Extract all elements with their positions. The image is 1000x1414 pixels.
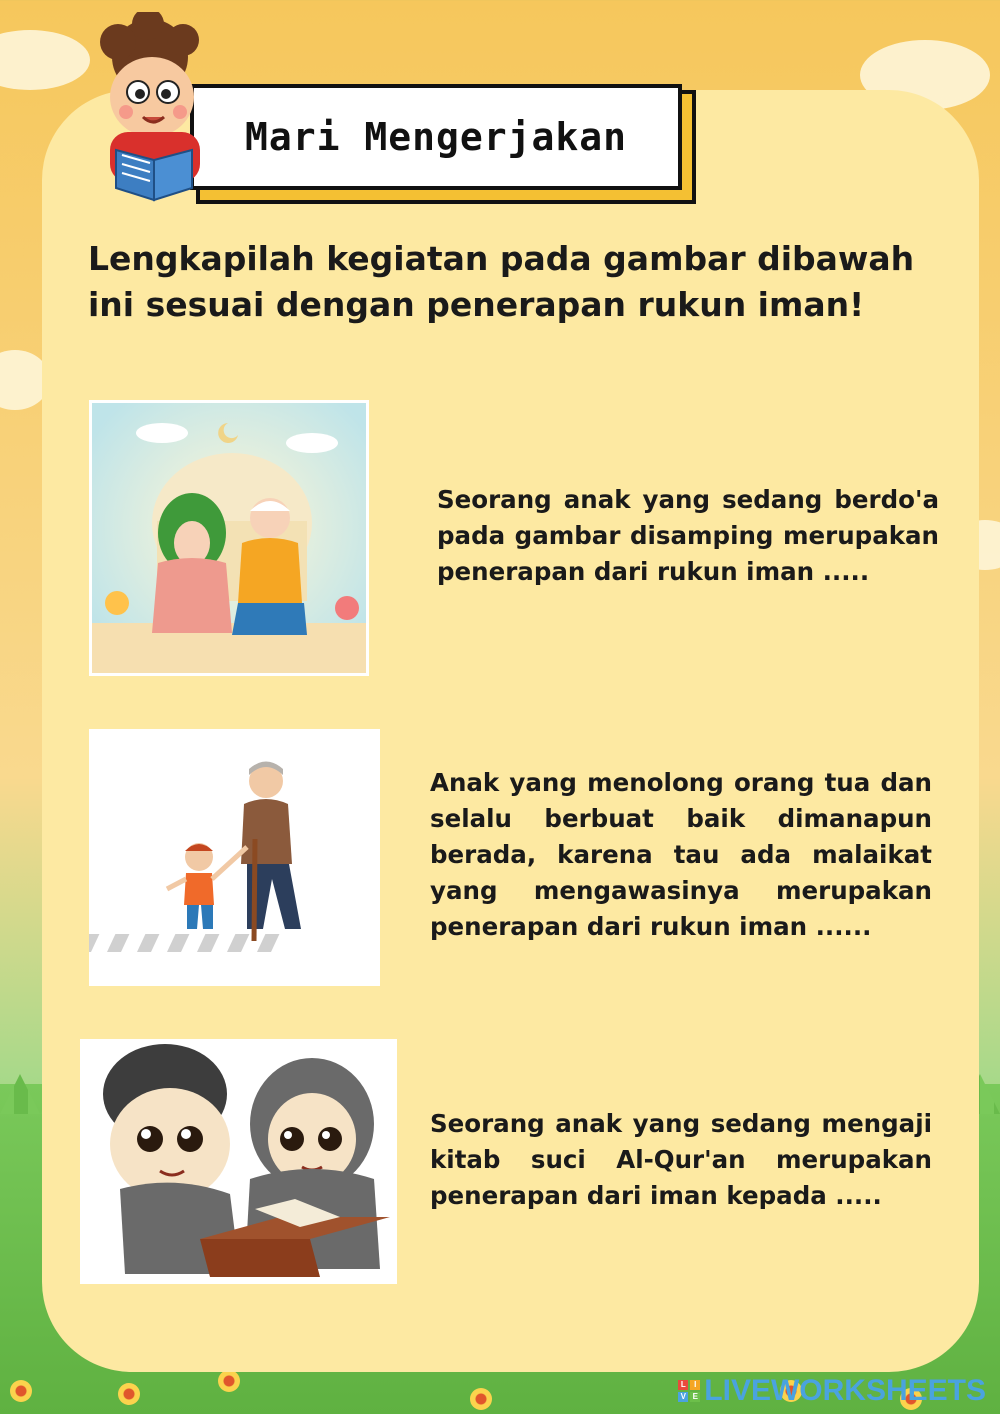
question-3-image <box>80 1039 397 1284</box>
question-2-image <box>89 729 380 986</box>
question-3-text: Seorang anak yang sedang mengaji kitab suci Al-Qur'an merupakan penerapan dari iman kepada ..... <box>430 1109 932 1210</box>
page-title: Mari Mengerjakan <box>244 115 628 159</box>
question-2-text: Anak yang menolong orang tua dan selalu berbuat baik dimanapun berada, karena tau ada malaikat yang mengawasinya merupakan penerapan dari rukun iman ...... <box>430 768 932 941</box>
liveworksheets-watermark <box>678 1374 986 1408</box>
children-reading-quran-illustration <box>80 1039 397 1284</box>
flower-decoration <box>10 1380 32 1402</box>
children-praying-illustration <box>92 403 369 676</box>
liveworksheets-logo-icon: L I V E <box>678 1380 700 1402</box>
title-banner <box>190 84 682 190</box>
flower-decoration <box>470 1388 492 1410</box>
question-1-text: Seorang anak yang sedang berdo'a pada gambar disamping merupakan penerapan dari rukun iman ..... <box>437 485 939 586</box>
watermark-text: LIVEWORKSHEETS <box>704 1374 986 1407</box>
flower-decoration <box>218 1370 240 1392</box>
boy-reading-illustration <box>88 12 228 202</box>
flower-decoration <box>118 1383 140 1405</box>
cloud-decoration <box>0 30 90 90</box>
instruction-text: Lengkapilah kegiatan pada gambar dibawah ini sesuai dengan penerapan rukun iman! <box>88 239 915 324</box>
child-helping-elder-illustration <box>89 729 380 986</box>
question-1-image <box>89 400 369 676</box>
